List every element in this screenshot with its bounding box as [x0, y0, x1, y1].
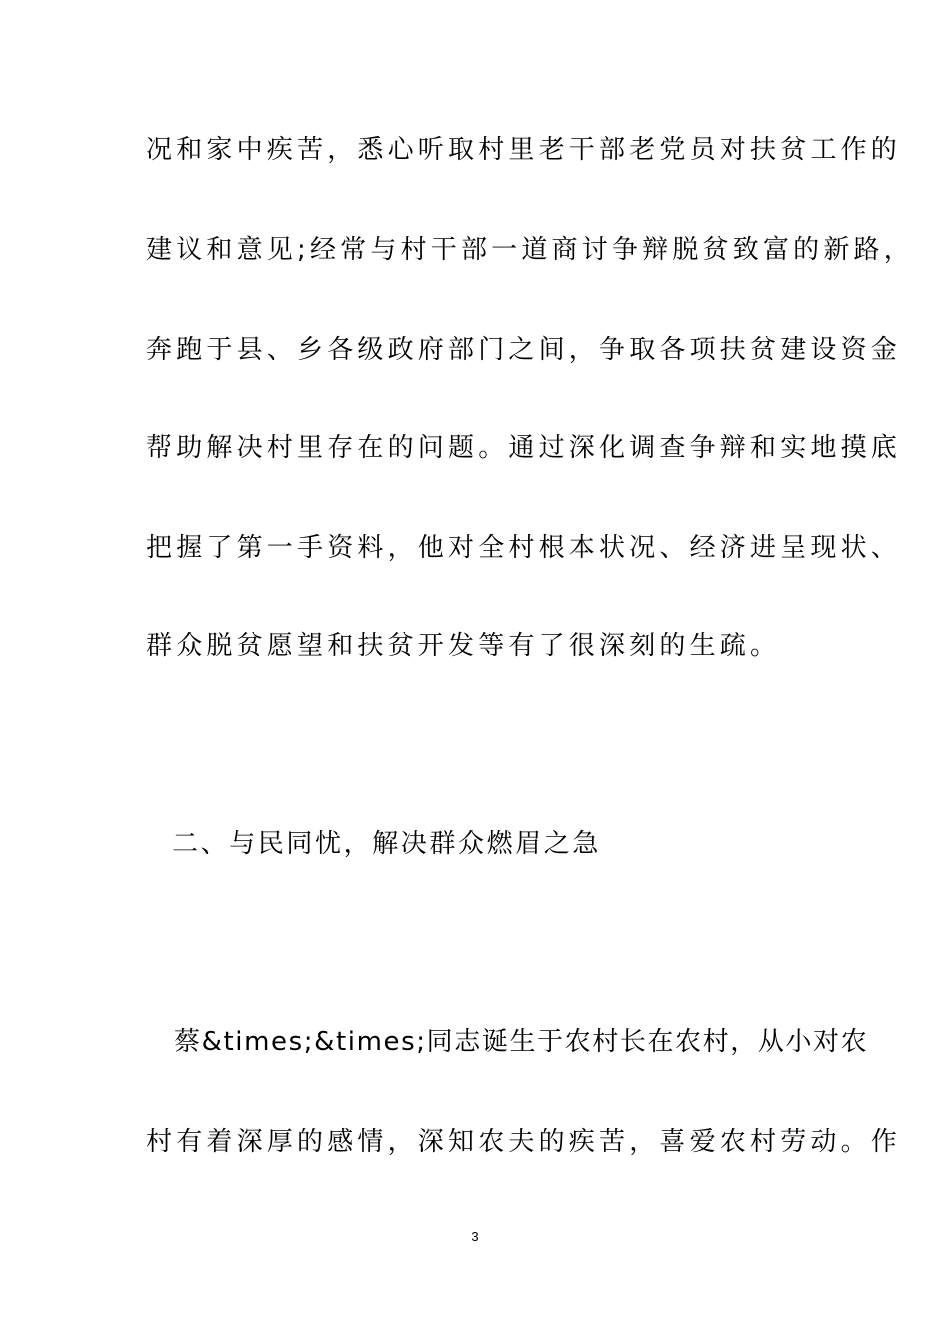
paragraph-line: 建议和意见;经常与村干部一道商讨争辩脱贫致富的新路， — [146, 235, 914, 265]
paragraph-line: 帮助解决村里存在的问题。通过深化调查争辩和实地摸底 — [146, 433, 902, 463]
paragraph-line: 蔡&times;&times;同志诞生于农村长在农村，从小对农 — [174, 1027, 869, 1057]
page-number: 3 — [471, 1229, 479, 1244]
paragraph-line: 把握了第一手资料，他对全村根本状况、经济进呈现状、 — [146, 533, 902, 563]
paragraph-line: 况和家中疾苦，悉心听取村里老干部老党员对扶贫工作的 — [146, 135, 902, 165]
paragraph-line: 村有着深厚的感情，深知农夫的疾苦，喜爱农村劳动。作 — [146, 1127, 902, 1157]
section-heading: 二、与民同忧，解决群众燃眉之急 — [172, 829, 602, 859]
paragraph-line: 奔跑于县、乡各级政府部门之间，争取各项扶贫建设资金 — [146, 335, 902, 365]
paragraph-line: 群众脱贫愿望和扶贫开发等有了很深刻的生疏。 — [146, 631, 781, 661]
